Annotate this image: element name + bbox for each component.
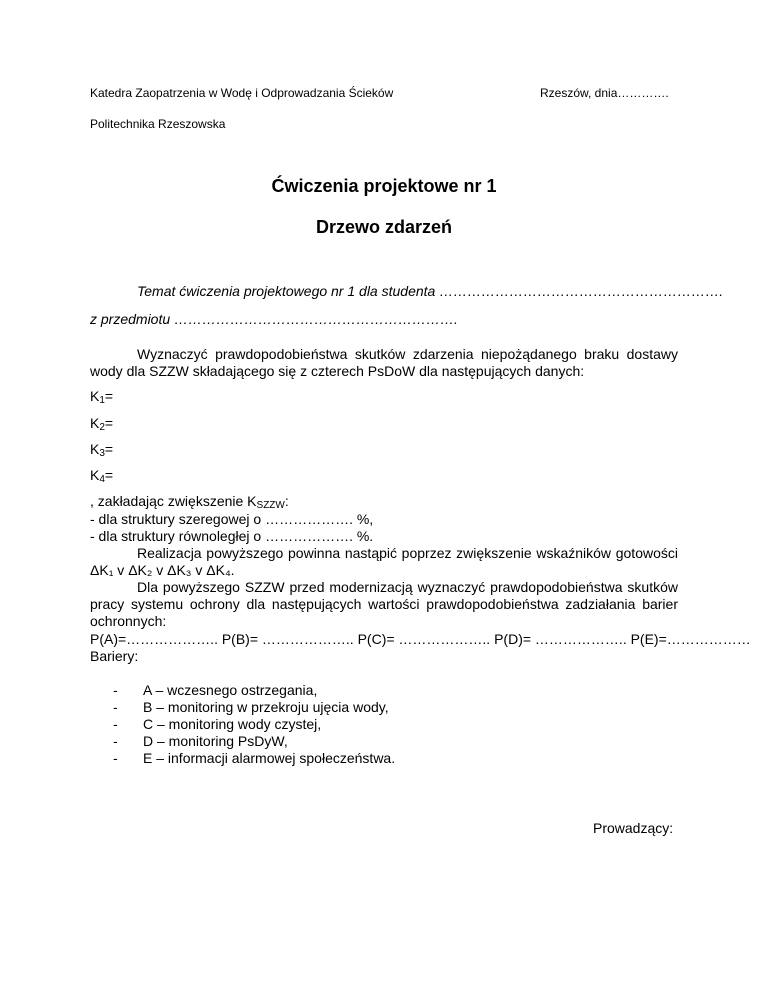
list-dash: -: [113, 682, 118, 698]
supervisor-label: Prowadzący:: [593, 820, 674, 836]
k-suffix: =: [104, 467, 114, 483]
page-title: Ćwiczenia projektowe nr 1: [271, 176, 497, 196]
increase-subscript: SZZW: [256, 500, 285, 511]
k-suffix: =: [104, 388, 114, 404]
k-letter: K: [90, 415, 100, 431]
k-subscript: 4: [99, 474, 105, 485]
k3-line: [90, 441, 113, 462]
barrier-text: B – monitoring w przekroju ujęcia wody,: [143, 699, 389, 715]
barrier-text: C – monitoring wody czystej,: [143, 716, 322, 732]
barrier-item: [113, 733, 288, 750]
barrier-text: E – informacji alarmowej społeczeństwa.: [143, 750, 396, 766]
increase-suffix: :: [284, 493, 289, 509]
department-name: Katedra Zaopatrzenia w Wodę i Odprowadzania Ścieków: [90, 86, 394, 100]
list-dash: -: [113, 733, 118, 749]
k2-line: [90, 415, 113, 436]
university-name: Politechnika Rzeszowska: [90, 117, 226, 131]
barriers-label: Bariery:: [90, 648, 139, 664]
barrier-item: [113, 682, 317, 699]
topic-line: Temat ćwiczenia projektowego nr 1 dla studenta …………………………………………………….: [137, 283, 724, 299]
task-intro: Wyznaczyć prawdopodobieństwa skutków zdarzenia niepożądanego braku dostawy wody dla SZZW składającego się z czterech PsDoW dla następujących danych:: [90, 346, 678, 379]
k-letter: K: [90, 388, 100, 404]
k-letter: K: [90, 441, 100, 457]
parallel-structure-line: - dla struktury równoległej o ………………. %.: [90, 528, 374, 544]
barrier-item: [113, 699, 389, 716]
list-dash: -: [113, 699, 118, 715]
barrier-text: D – monitoring PsDyW,: [143, 733, 288, 749]
k-subscript: 3: [99, 448, 105, 459]
k-subscript: 2: [99, 422, 105, 433]
k4-line: [90, 467, 113, 488]
k-suffix: =: [104, 441, 114, 457]
series-structure-line: - dla struktury szeregowej o ………………. %,: [90, 511, 374, 527]
list-dash: -: [113, 716, 118, 732]
realization-line-2: ΔK₁ v ΔK₂ v ΔK₃ v ΔK₄.: [90, 562, 235, 578]
list-dash: -: [113, 750, 118, 766]
page-subtitle: Drzewo zdarzeń: [315, 217, 453, 237]
barrier-text: A – wczesnego ostrzegania,: [143, 682, 318, 698]
barrier-item: [113, 716, 321, 733]
modernization-paragraph: Dla powyższego SZZW przed modernizacją wyznaczyć prawdopodobieństwa skutków pracy systemu ochrony dla następujących wartości prawdopodobieństwa zadziałania barier ochronnych:: [90, 579, 678, 629]
subject-line: z przedmiotu …………………………………………………….: [90, 311, 458, 327]
barrier-item: [113, 750, 395, 767]
probabilities-line: P(A)=……………….. P(B)= ……………….. P(C)= ……………….. P(D)= ……………….. P(E)=………………: [90, 631, 751, 647]
k-letter: K: [90, 467, 100, 483]
increase-prefix: , zakładając zwiększenie K: [90, 493, 257, 509]
k1-line: [90, 388, 113, 409]
realization-line-1: Realizacja powyższego powinna nastąpić poprzez zwiększenie wskaźników gotowości: [137, 545, 678, 561]
place-date: Rzeszów, dnia………….: [540, 86, 669, 100]
k-subscript: 1: [99, 395, 105, 406]
k-suffix: =: [104, 415, 114, 431]
